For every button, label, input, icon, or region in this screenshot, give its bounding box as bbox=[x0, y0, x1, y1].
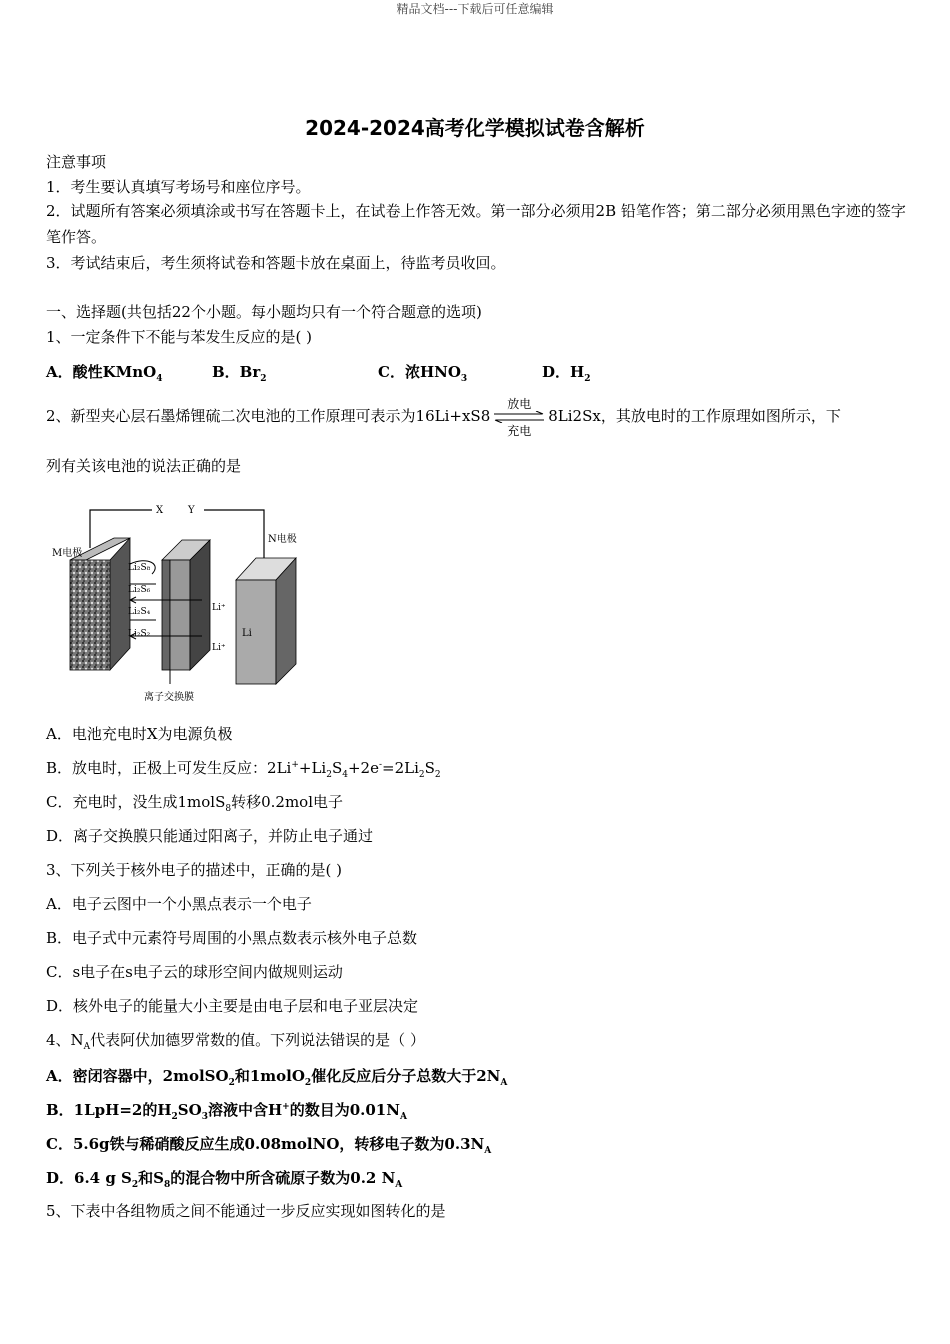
notice-heading: 注意事项 bbox=[46, 153, 107, 171]
section-heading: 一、选择题(共包括22个小题。每小题均只有一个符合题意的选项) bbox=[46, 303, 482, 321]
q2-option-a: A．电池充电时X为电源负极 bbox=[46, 725, 233, 743]
n-electrode-label: N电极 bbox=[268, 534, 297, 545]
species-li2s6: Li₂S₆ bbox=[128, 585, 151, 595]
q3-option-b: B．电子式中元素符号周围的小黑点数表示核外电子总数 bbox=[46, 929, 418, 947]
q2-option-d: D．离子交换膜只能通过阳离子，并防止电子通过 bbox=[46, 827, 374, 845]
notice-item-1: 1．考生要认真填写考场号和座位序号。 bbox=[46, 178, 311, 196]
notice-item-3: 3．考试结束后，考生须将试卷和答题卡放在桌面上，待监考员收回。 bbox=[46, 254, 506, 272]
q4-option-a: A．密闭容器中，2molSO$_2$和1molO$_2$催化反应后分子总数大于$2N_A$ bbox=[46, 1067, 508, 1088]
q4-option-b: B．1LpH=2的$H_2SO_3$溶液中含H+的数目为$0.01N_A$ bbox=[46, 1101, 407, 1122]
q3-stem: 3、下列关于核外电子的描述中，正确的是( ) bbox=[46, 861, 343, 879]
m-electrode-label: M电极 bbox=[52, 548, 83, 559]
q1-stem: 1、一定条件下不能与苯发生反应的是( ) bbox=[46, 328, 313, 346]
q3-option-c: C．s电子在s电子云的球形空间内做规则运动 bbox=[46, 963, 343, 981]
terminal-x-label: X bbox=[156, 505, 164, 516]
q2-stem: 2、新型夹心层石墨烯锂硫二次电池的工作原理可表示为16Li+xS8 放电 充电 8Li2Sx，其放电时的工作原理如图所示，下 bbox=[46, 397, 841, 438]
q4-stem: 4、$N_A$代表阿伏加德罗常数的值。下列说法错误的是（ ） bbox=[46, 1031, 425, 1052]
q5-stem: 5、下表中各组物质之间不能通过一步反应实现如图转化的是 bbox=[46, 1202, 446, 1220]
li-ion-label-2: Li⁺ bbox=[212, 643, 226, 653]
m-electrode bbox=[70, 560, 110, 670]
page-header: 精品文档---下载后可任意编辑 bbox=[396, 2, 554, 16]
q2-stem-line2: 列有关该电池的说法正确的是 bbox=[46, 457, 242, 475]
li-ion-label-1: Li⁺ bbox=[212, 603, 226, 613]
page-title: 2024-2024高考化学模拟试卷含解析 bbox=[305, 116, 645, 140]
ion-exchange-membrane bbox=[162, 560, 170, 670]
q2-option-c: C．充电时，没生成1molS$_8$转移0.2mol电子 bbox=[46, 793, 344, 814]
battery-diagram bbox=[52, 498, 302, 708]
q1-option-a: A．酸性KMnO$_4$ bbox=[46, 363, 163, 384]
species-li2s2: Li₂S₂ bbox=[128, 629, 151, 639]
q1-option-d: D．$H_2$ bbox=[542, 363, 591, 384]
q4-option-d: D．6.4 g $S_2$和$S_8$的混合物中所含硫原子数为0.2 $N_A$ bbox=[46, 1169, 403, 1190]
q2-option-b: B．放电时，正极上可发生反应：$2Li^++Li_2S_4+2e^-=2Li_2S_2$ bbox=[46, 759, 441, 780]
lithium-label: Li bbox=[242, 628, 252, 639]
q1-option-c: C．浓$HNO_3$ bbox=[378, 363, 468, 384]
q1-option-b: B．$Br_2$ bbox=[212, 363, 267, 384]
terminal-y-label: Y bbox=[188, 505, 195, 516]
species-li2s8: Li₂S₈ bbox=[128, 563, 151, 573]
q3-option-a: A．电子云图中一个小黑点表示一个电子 bbox=[46, 895, 312, 913]
species-li2s4: Li₂S₄ bbox=[128, 607, 151, 617]
q4-option-c: C．5.6g铁与稀硝酸反应生成0.08molNO，转移电子数为$0.3N_A$ bbox=[46, 1135, 492, 1156]
q3-option-d: D．核外电子的能量大小主要是由电子层和电子亚层决定 bbox=[46, 997, 419, 1015]
membrane-label: 离子交换膜 bbox=[144, 692, 194, 703]
notice-item-2: 2．试题所有答案必须填涂或书写在答题卡上，在试卷上作答无效。第一部分必须用2B 铅笔作答；第二部分必须用黑色字迹的签字笔作答。 bbox=[46, 202, 906, 246]
wire-y bbox=[204, 510, 264, 558]
reversible-arrow: 放电 充电 bbox=[492, 407, 546, 427]
